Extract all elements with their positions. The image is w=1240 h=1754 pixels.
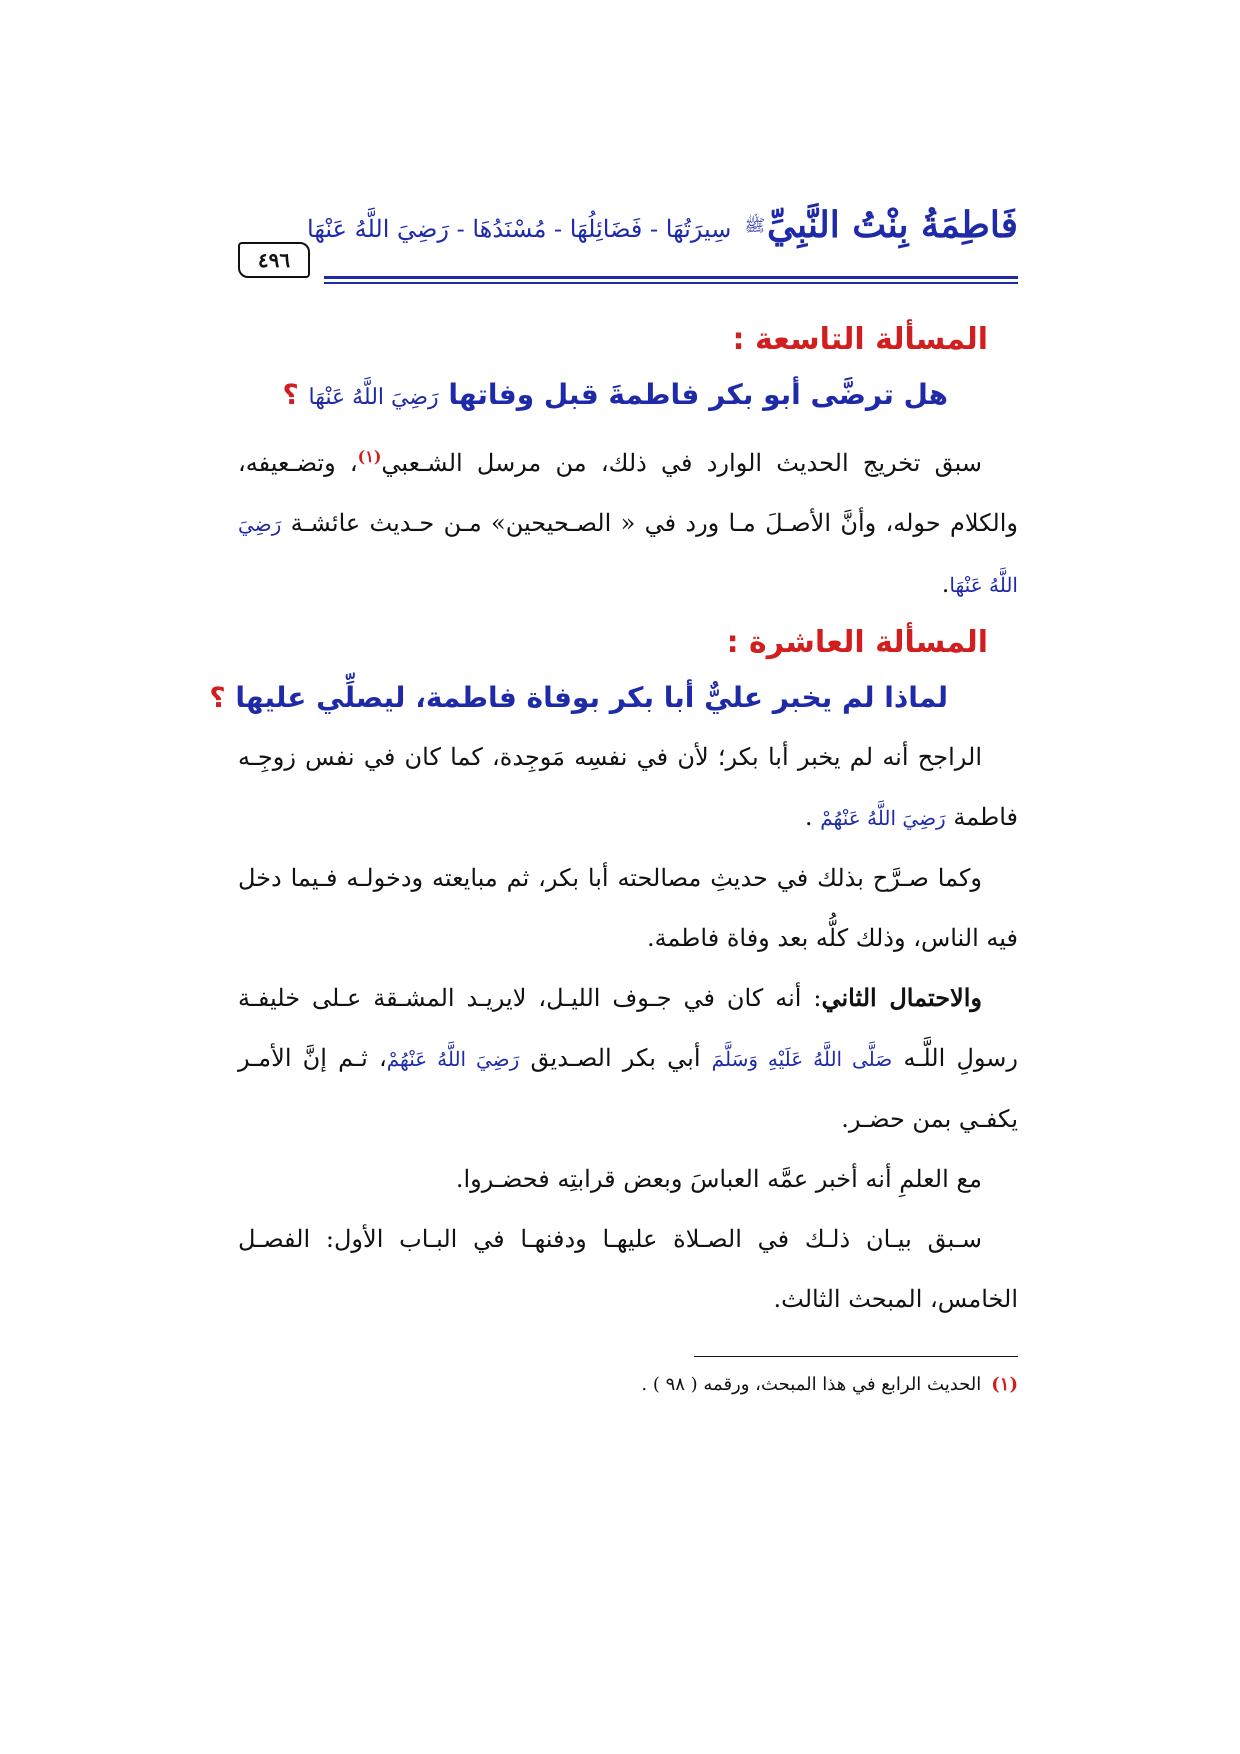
prophet-honorific: ﷺ: [744, 215, 766, 236]
page-number-badge: ٤٩٦: [238, 242, 310, 278]
tenth-p1-end: .: [804, 803, 813, 831]
tenth-paragraph-3: [238, 968, 1018, 1149]
tenth-p3-part-b: أبي بكر الصـديق: [530, 1044, 701, 1072]
ninth-question-text: هل ترضَّى أبو بكر فاطمةَ قبل وفاتها: [448, 378, 948, 411]
aisha-honorific: رَضِيَ اللَّهُ عَنْهَا: [238, 512, 1018, 597]
second-possibility-label: والاحتمال الثاني: [821, 983, 982, 1012]
running-title: [307, 204, 1018, 246]
prophet-honorific-inline: صَلَّى اللَّهُ عَلَيْهِ وَسَلَّمَ: [711, 1047, 893, 1071]
footnote-separator: [694, 1356, 1018, 1357]
footnote-reference[interactable]: (١): [357, 447, 382, 466]
book-subtitle: سِيرَتُهَا - فَضَائِلُهَا - مُسْنَدُهَا - رَضِيَ اللَّهُ عَنْهَا: [307, 215, 732, 243]
page-content: [209, 316, 1018, 1329]
ninth-paragraph-part-b: ، وتضـعيفه، والكلام حوله، وأنَّ الأصـلَ مـا ورد في « الصـحيحين» مـن حـديث عائشـة: [238, 449, 1018, 537]
ninth-paragraph-part-a: سبق تخريج الحديث الوارد في ذلك، من مرسل الشـعبي: [381, 449, 983, 477]
footnote-number: (١): [991, 1374, 1018, 1395]
header-rule-bottom: [324, 282, 1018, 284]
footnote-1: [238, 1370, 1018, 1400]
tenth-p3-part-a: : أنه كان في جـوف الليـل، لايريـد المشـقة عـلى خليفـة رسولِ اللَّـه: [238, 984, 1018, 1072]
ninth-issue-heading: المسألة التاسعة :: [732, 322, 988, 357]
footnote-text: الحديث الرابع في هذا المبحث، ورقمه ( ٩٨ ) .: [641, 1374, 982, 1395]
ninth-paragraph: [238, 427, 1018, 615]
tenth-paragraph-1: [238, 727, 1018, 848]
tenth-p1-text: الراجح أنه لم يخبر أبا بكر؛ لأن في نفسِه مَوجِدة، كما كان في نفس زوجِـه فاطمة: [238, 743, 1018, 831]
tenth-issue-question: [209, 673, 948, 723]
page-header: [238, 196, 1018, 282]
ninth-question-honorific: رَضِيَ اللَّهُ عَنْهَا: [308, 385, 439, 410]
header-rule-top: [324, 276, 1018, 279]
tenth-question-text: لماذا لم يخبر عليٌّ أبا بكر بوفاة فاطمة، ليصلِّي عليها: [235, 681, 948, 714]
ninth-paragraph-end: .: [941, 570, 950, 598]
tenth-p3-part-c: ، ثـم إنَّ الأمـر يكفـي بمن حضـر.: [238, 1044, 1018, 1133]
abubakr-honorific: رَضِيَ اللَّهُ عَنْهُمْ: [386, 1047, 520, 1071]
tenth-issue-heading: المسألة العاشرة :: [726, 625, 988, 660]
tenth-paragraph-4: مع العلمِ أنه أخبر عمَّه العباسَ وبعض قرابتِه فحضـروا.: [455, 1165, 982, 1193]
tenth-paragraph-2: وكما صـرَّح بذلك في حديثِ مصالحته أبا بكر، ثم مبايعته ودخولـه فـيما دخل فيه الناس، وذلك كلُّه بعد وفاة فاطمة.: [238, 864, 1018, 952]
ninth-issue-question: [238, 370, 948, 423]
fatima-honorific: رَضِيَ اللَّهُ عَنْهُمْ: [820, 806, 946, 830]
ninth-question-mark: ؟: [282, 378, 299, 411]
tenth-paragraph-5: سـبق بيـان ذلـك في الصـلاة عليهـا ودفنهـا في البـاب الأول: الفصـل الخامس، المبحث الثالث.: [238, 1225, 1018, 1313]
tenth-question-mark: ؟: [209, 681, 226, 714]
book-title: فَاطِمَةُ بِنْتُ النَّبِيِّ: [767, 204, 1018, 246]
